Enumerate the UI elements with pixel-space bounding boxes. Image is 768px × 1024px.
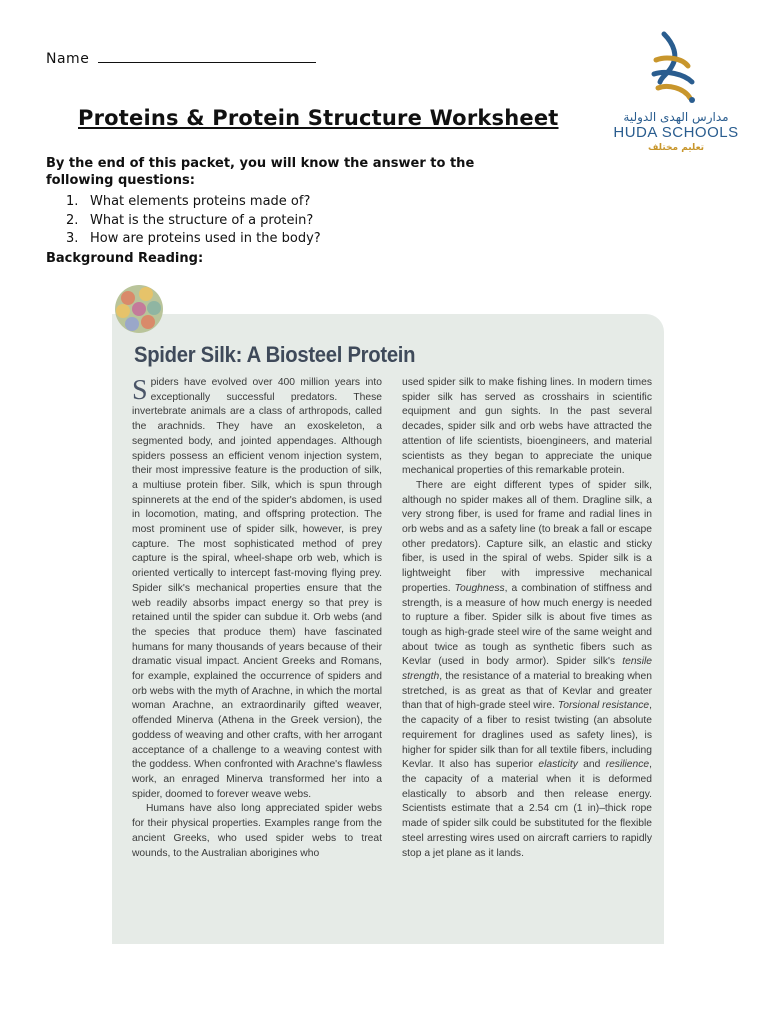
article-paragraph: There are eight different types of spider silk, although no spider makes all of them. Dragline silk, a very strong fiber, is used for frame and radial lines in orb webs and as a safety line (to break a fall or escape other predators). Capture silk, an elastic and sticky fiber, is used in the spiral of webs. Spider silk is a lightweight fiber with impressive mechanical properties. Toughness, a combination of stiffness and strength, is a measure of how much energy is needed to rupture a fiber. Spider silk is about five times as tough as high-grade steel wire of the same weight and about twice as tough as synthetic fibers such as Kevlar (used in body armor). Spider silk's tensile strength, the resistance of a material to breaking when stretched, is as great as that of Kevlar and greater than that of high-grade steel wire. Torsional resistance, the capacity of a fiber to resist twisting (an absolute requirement for draglines used as safety lines), is higher for spider silk than for all textile fibers, including Kevlar. It also has superior elasticity and resilience, the capacity of a material when it is deformed elastically to absorb and then release energy. Scientists estimate that a 2.54 cm (1 in)–thick rope made of spider silk could be substituted for the flexible steel arresting wires used on aircraft carriers to rapidly stop a jet plane as it lands. [402,479,653,859]
article-column-left [132,376,382,861]
question-item: 1. What elements proteins made of? [66,194,311,209]
article-title: Spider Silk: A Biosteel Protein [134,342,416,367]
logo-english-name: HUDA SCHOOLS [613,124,739,141]
intro-text: By the end of this packet, you will know the answer to the following questions: [46,156,475,188]
question-item: 3. How are proteins used in the body? [66,231,321,246]
logo-tagline: تعليم مختلف [647,143,705,153]
background-reading-heading: Background Reading: [46,251,204,266]
worksheet-title: Proteins & Protein Structure Worksheet [78,106,559,130]
protein-molecule-icon [112,282,166,336]
name-label: Name [46,51,90,67]
name-blank-line[interactable] [98,48,316,63]
article-paragraph: used spider silk to make fishing lines. In modern times spider silk has served as crosshairs in scientific equipment and gun sights. In the past several decades, spider silk and orb webs have attracted the attention of life scientists, bioengineers, and material scientists as they began to appreciate the unique mechanical properties of this remarkable protein. [402,377,652,477]
question-list [66,193,321,249]
article-column-right [402,376,652,861]
drop-cap: S [132,375,148,406]
logo-emblem-icon [604,30,744,110]
article-paragraph: Humans have also long appreciated spider webs for their physical properties. Examples range from the ancient Greeks, who used spider webs to treat wounds, to the Australian aborigines who [132,803,382,859]
question-item: 2. What is the structure of a protein? [66,212,314,228]
logo-arabic-name: مدارس الهدى الدولية [623,110,729,124]
school-logo [604,30,744,160]
reading-excerpt [112,282,664,944]
name-field [46,48,316,67]
article-paragraph: Spiders have evolved over 400 million years into exceptionally successful predators. These invertebrate animals are a class of arthropods, called the arachnids. They have an exoskeleton, a segmented body, and jointed appendages. Although spiders possess an efficient venom injection system, their most impressive feature is the production of silk, a multiuse protein fiber. Silk, which is spun through spinnerets at the end of the spider's abdomen, is used in locomotion, mating, and offspring protection. The most prominent use of spider silk, however, is prey capture. The most sophisticated method of prey capture is the spiral, wheel-shape orb web, which is oriented vertically to intercept fast-moving flying prey. Spider silk's mechanical properties ensure that the web readily absorbs impact energy so that prey is retained until the spider can subdue it. Orb webs (and the species that produce them) have fascinated humans for many thousands of years because of their dramatic visual impact. Ancient Greeks and Romans, for example, explained the occurrence of spiders and orb webs with the myth of Arachne, in which the mortal woman Arachne, an extraordinarily gifted weaver, offended Minerva (Athena in the Greek version), the goddess of weaving and other crafts, with her arrogant acceptance of a challenge to a weaving contest with the goddess. When confronted with Arachne's flawless work, an enraged Minerva transformed her into a spider, doomed to forever weave webs. [132,375,382,800]
